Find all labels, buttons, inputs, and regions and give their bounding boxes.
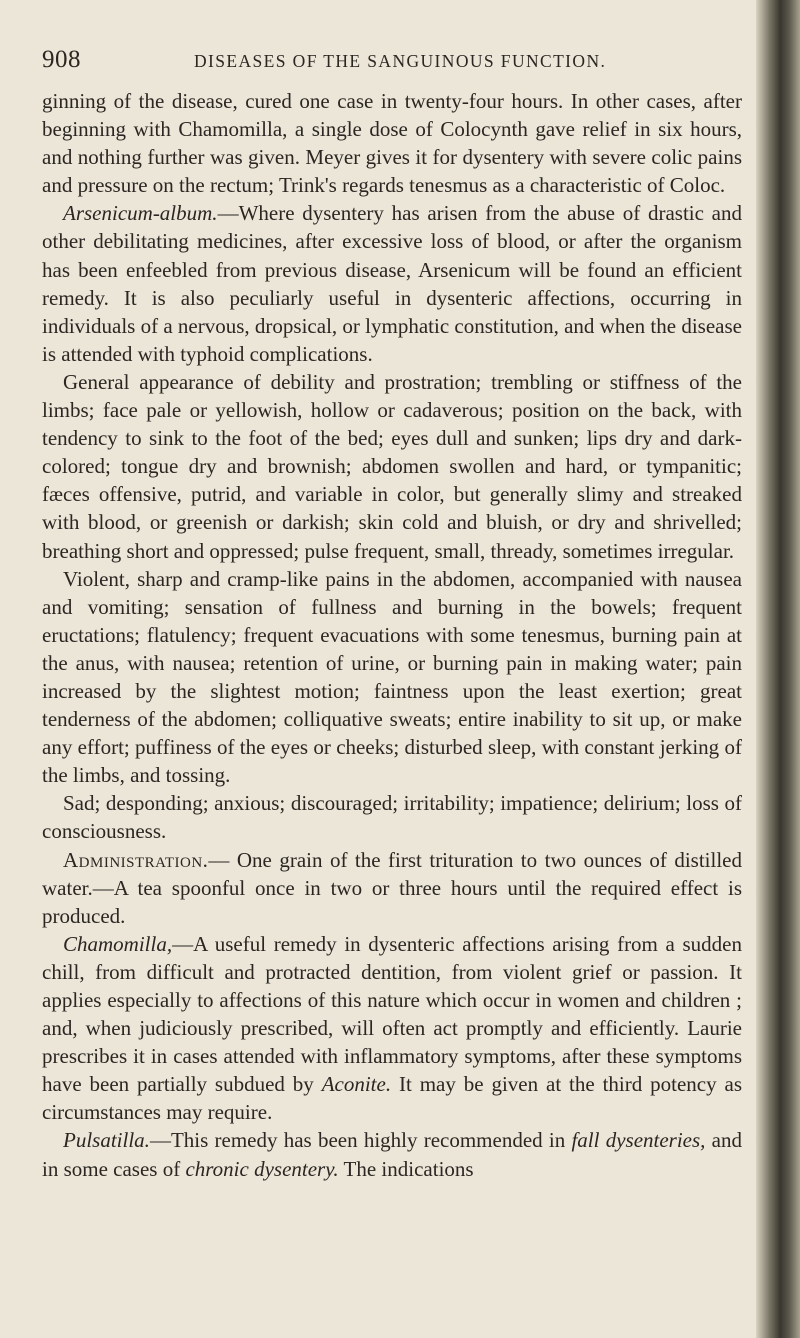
page-binding-edge bbox=[756, 0, 800, 1338]
body-text bbox=[42, 87, 742, 1183]
emphasis-fall-dysenteries: fall dysenteries, bbox=[571, 1128, 706, 1153]
administration-heading: Administration. bbox=[63, 847, 209, 872]
paragraph-pulsatilla: Pulsatilla.—This remedy has been highly recommended in fall dysenteries, and in some cases of chronic dysentery. The indications bbox=[42, 1128, 742, 1181]
page-number: 908 bbox=[42, 46, 81, 73]
page-header bbox=[42, 46, 742, 76]
paragraph-mental-symptoms: Sad; desponding; anxious; discouraged; irritability; impatience; delirium; loss of consciousness. bbox=[42, 791, 742, 844]
paragraph-chamomilla: Chamomilla,—A useful remedy in dysenteric affections arising from a sudden chill, from difficult and protracted dentition, from violent grief or passion. It applies especially to affections of this nature which occur in women and children ; and, when judiciously prescribed, will often act promptly and efficiently. Laurie prescribes it in cases attended with inflammatory symptoms, after these symptoms have been partially subdued by Aconite. It may be given at the third potency as circumstances may require. bbox=[42, 931, 743, 1125]
paragraph-arsenicum: Arsenicum-album.—Where dysentery has arisen from the abuse of drastic and other debilitating medicines, after excessive loss of blood, or after the organism has been enfeebled from previous disease, Arsenicum will be found an efficient remedy. It is also peculiarly useful in dysenteric affections, occurring in individuals of a nervous, dropsical, or lymphatic constitution, and when the disease is attended with typhoid complications. bbox=[42, 201, 742, 366]
paragraph-pains: Violent, sharp and cramp-like pains in the abdomen, accompanied with nausea and vomiting; sensation of fullness and burning in the bowels; frequent eructations; flatulency; frequent evacuations with some tenesmus, burning pain at the anus, with nausea; retention of urine, or burning pain in making water; pain increased by the slightest motion; faintness upon the least exertion; great tenderness of the abdomen; colliquative sweats; entire inability to sit up, or make any effort; puffiness of the eyes or cheeks; disturbed sleep, with constant jerking of the limbs, and tossing. bbox=[42, 566, 742, 788]
paragraph-general-appearance: General appearance of debility and prostration; trembling or stiffness of the limbs; face pale or yellowish, hollow or cadaverous; position on the back, with tendency to sink to the foot of the bed; eyes dull and sunken; lips dry and dark-colored; tongue dry and brownish; abdomen swollen and hard, or tympanitic; fæces offensive, putrid, and variable in color, but generally slimy and streaked with blood, or greenish or darkish; skin cold and bluish, or dry and shrivelled; breathing short and oppressed; pulse frequent, small, thready, sometimes irregular. bbox=[42, 369, 742, 563]
paragraph-continuation: ginning of the disease, cured one case in twenty-four hours. In other cases, after beginning with Chamomilla, a single dose of Colocynth gave relief in six hours, and nothing further was given. Meyer gives it for dysentery with severe colic pains and pressure on the rectum; Trink's regards tenesmus as a characteristic of Coloc. bbox=[42, 89, 742, 198]
emphasis-chronic-dysentery: chronic dysentery. bbox=[185, 1156, 339, 1181]
remedy-reference-aconite: Aconite. bbox=[321, 1072, 392, 1097]
running-head: DISEASES OF THE SANGUINOUS FUNCTION. bbox=[194, 51, 607, 71]
remedy-heading-pulsatilla: Pulsatilla. bbox=[63, 1128, 150, 1153]
remedy-heading-chamomilla: Chamomilla, bbox=[63, 931, 173, 956]
paragraph-administration: Administration.— One grain of the first trituration to two ounces of distilled water.—A tea spoonful once in two or three hours until the required effect is produced. bbox=[42, 847, 742, 928]
remedy-heading-arsenicum: Arsenicum-album. bbox=[63, 201, 218, 226]
